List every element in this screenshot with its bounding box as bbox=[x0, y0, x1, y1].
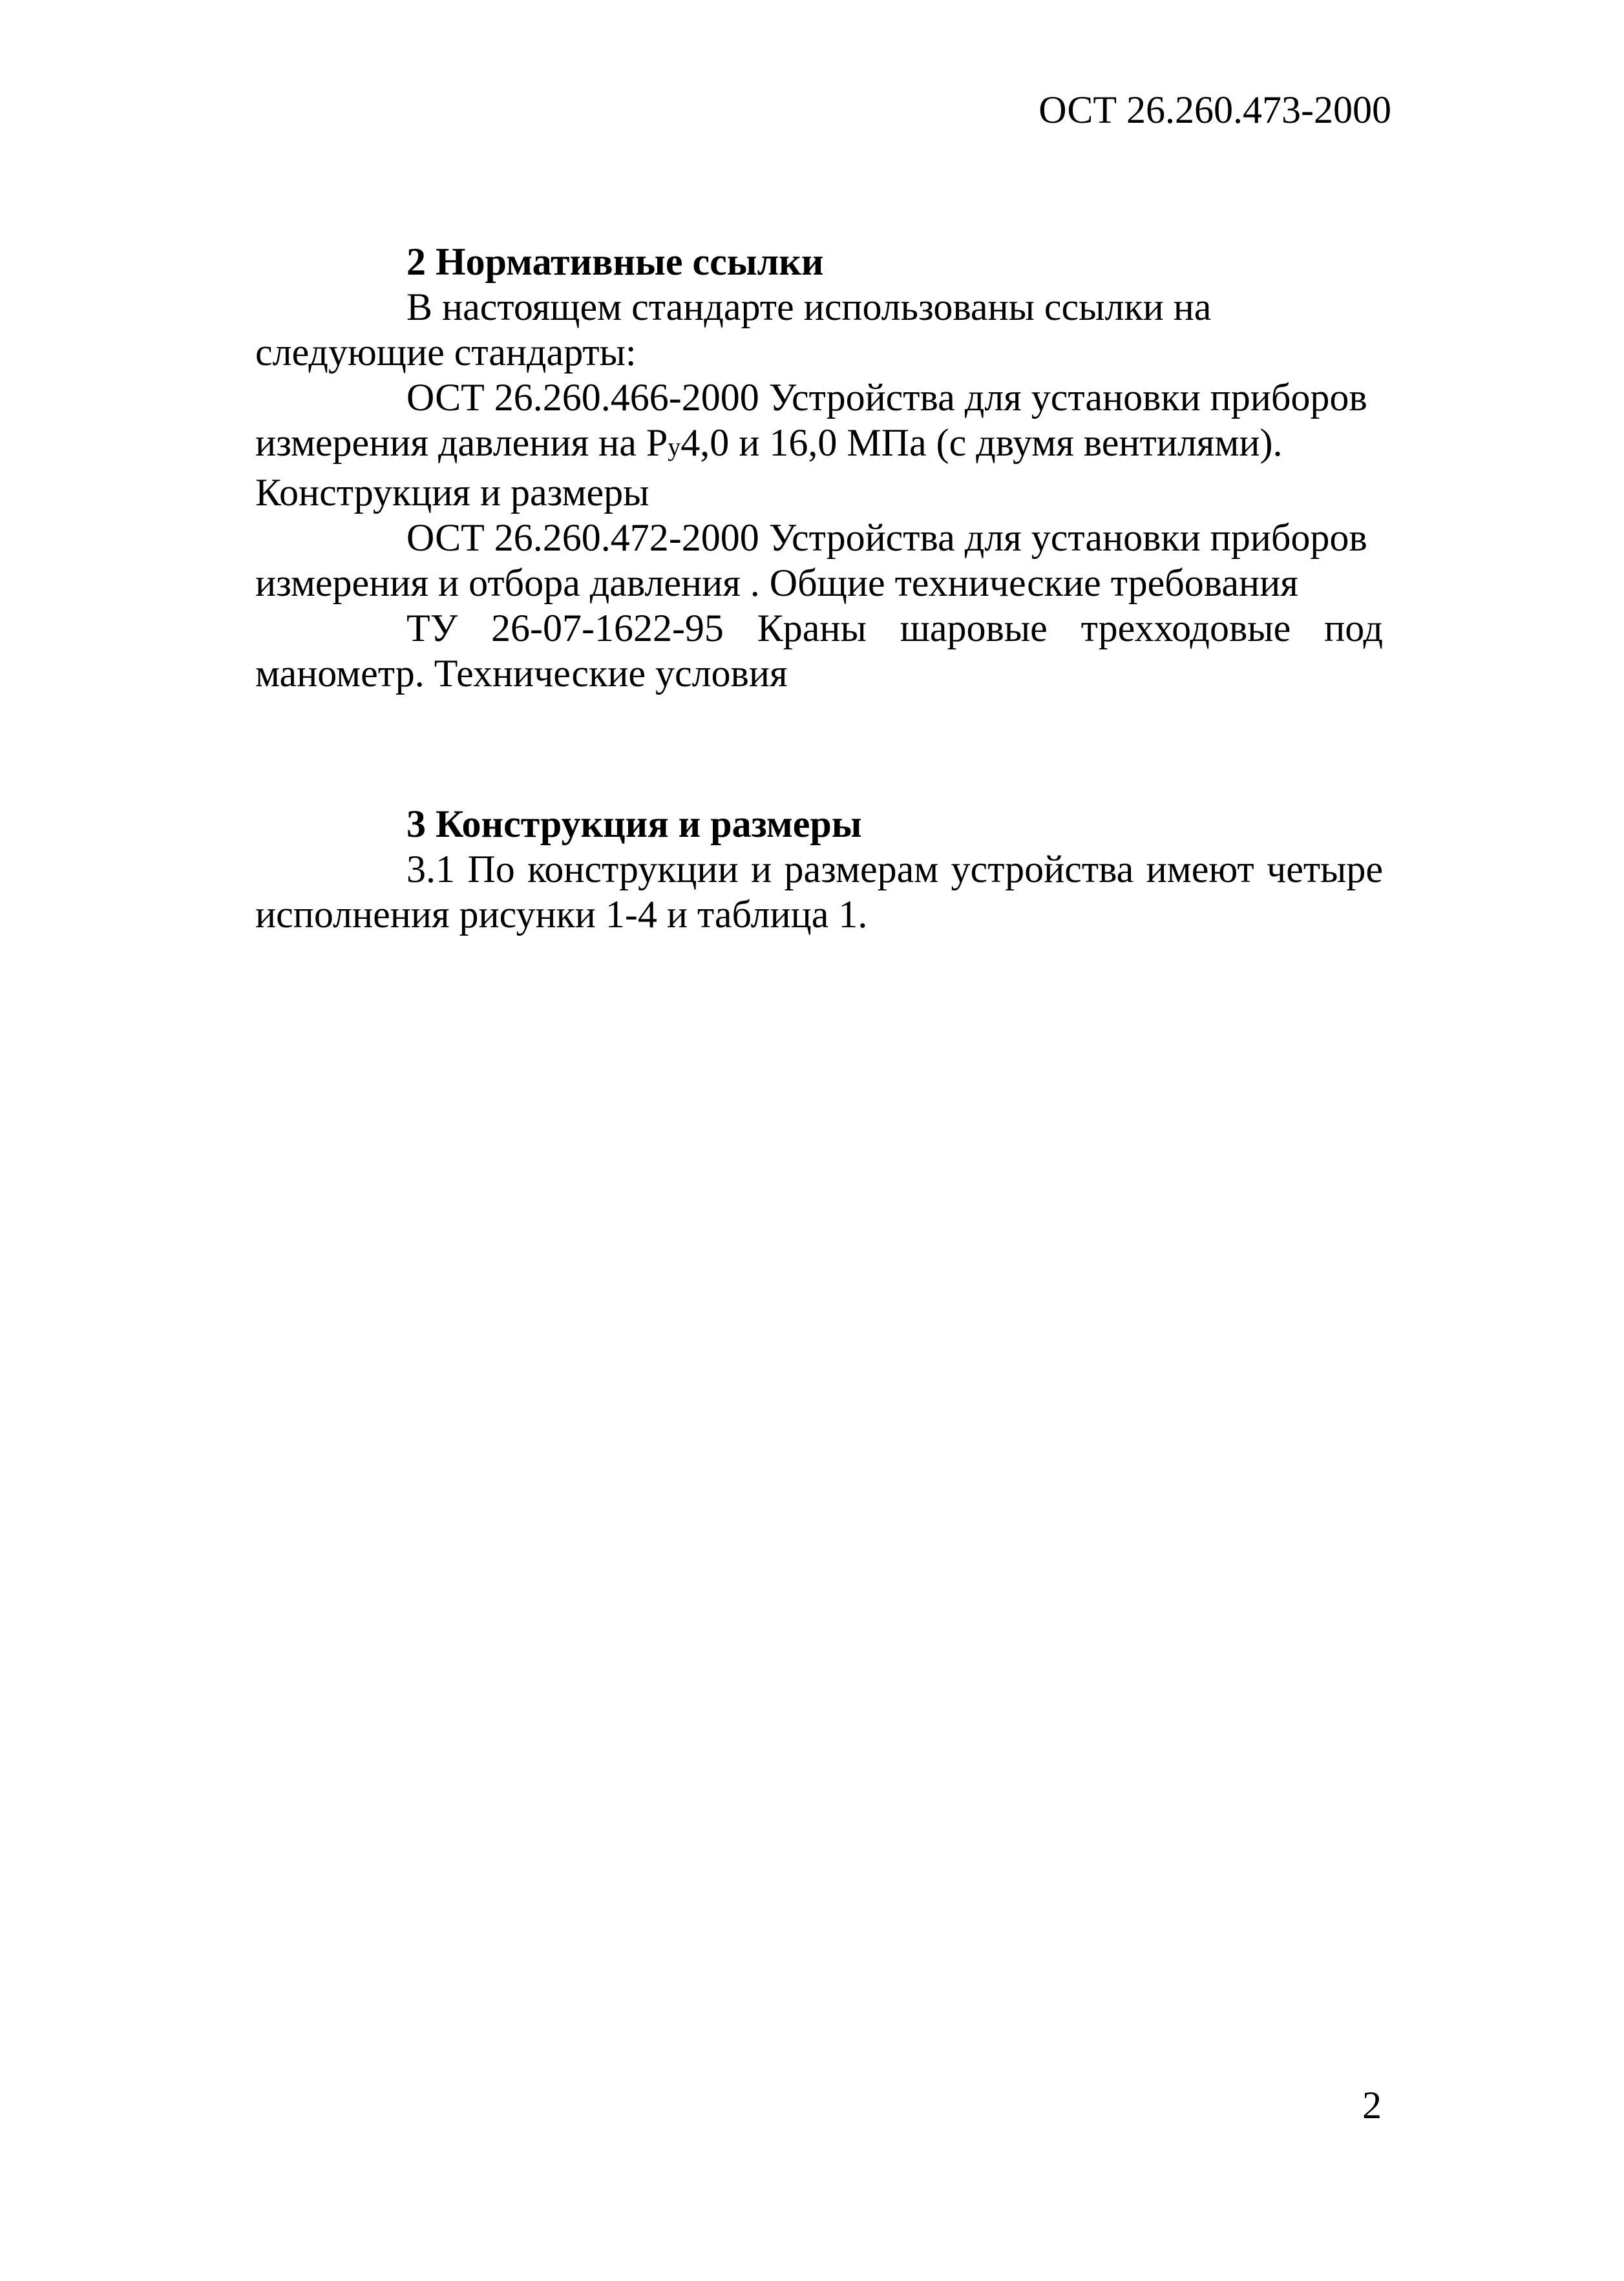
document-code-header: ОСТ 26.260.473-2000 bbox=[1039, 89, 1391, 131]
section-heading: 3 Конструкция и размеры bbox=[406, 803, 862, 845]
section-normative-references bbox=[255, 239, 1383, 696]
reference-text: ОСТ 26.260.466-2000 Устройства для установки приборов измерения давления на Р bbox=[255, 376, 1367, 464]
section-paragraph: 3.1 По конструкции и размерам устройства имеют четыре исполнения рисунки 1-4 и таблица 1. bbox=[255, 848, 1383, 936]
page-number: 2 bbox=[1362, 2084, 1382, 2127]
reference-item-tu: ТУ 26-07-1622-95 Краны шаровые трехходовые под манометр. Технические условия bbox=[255, 607, 1383, 695]
reference-item-ost-466 bbox=[255, 375, 1383, 515]
section-intro-paragraph: В настоящем стандарте использованы ссылки на следующие стандарты: bbox=[255, 286, 1212, 373]
reference-item-ost-472: ОСТ 26.260.472-2000 Устройства для установки приборов измерения и отбора давления . Общие технические требования bbox=[255, 516, 1367, 604]
section-construction-dimensions bbox=[255, 801, 1383, 937]
subscript-text: у bbox=[668, 432, 681, 461]
section-heading: 2 Нормативные ссылки bbox=[406, 240, 824, 283]
reference-text-continued: 4,0 и 16,0 МПа (с двумя вентилями). Конструкция и размеры bbox=[255, 421, 1283, 514]
